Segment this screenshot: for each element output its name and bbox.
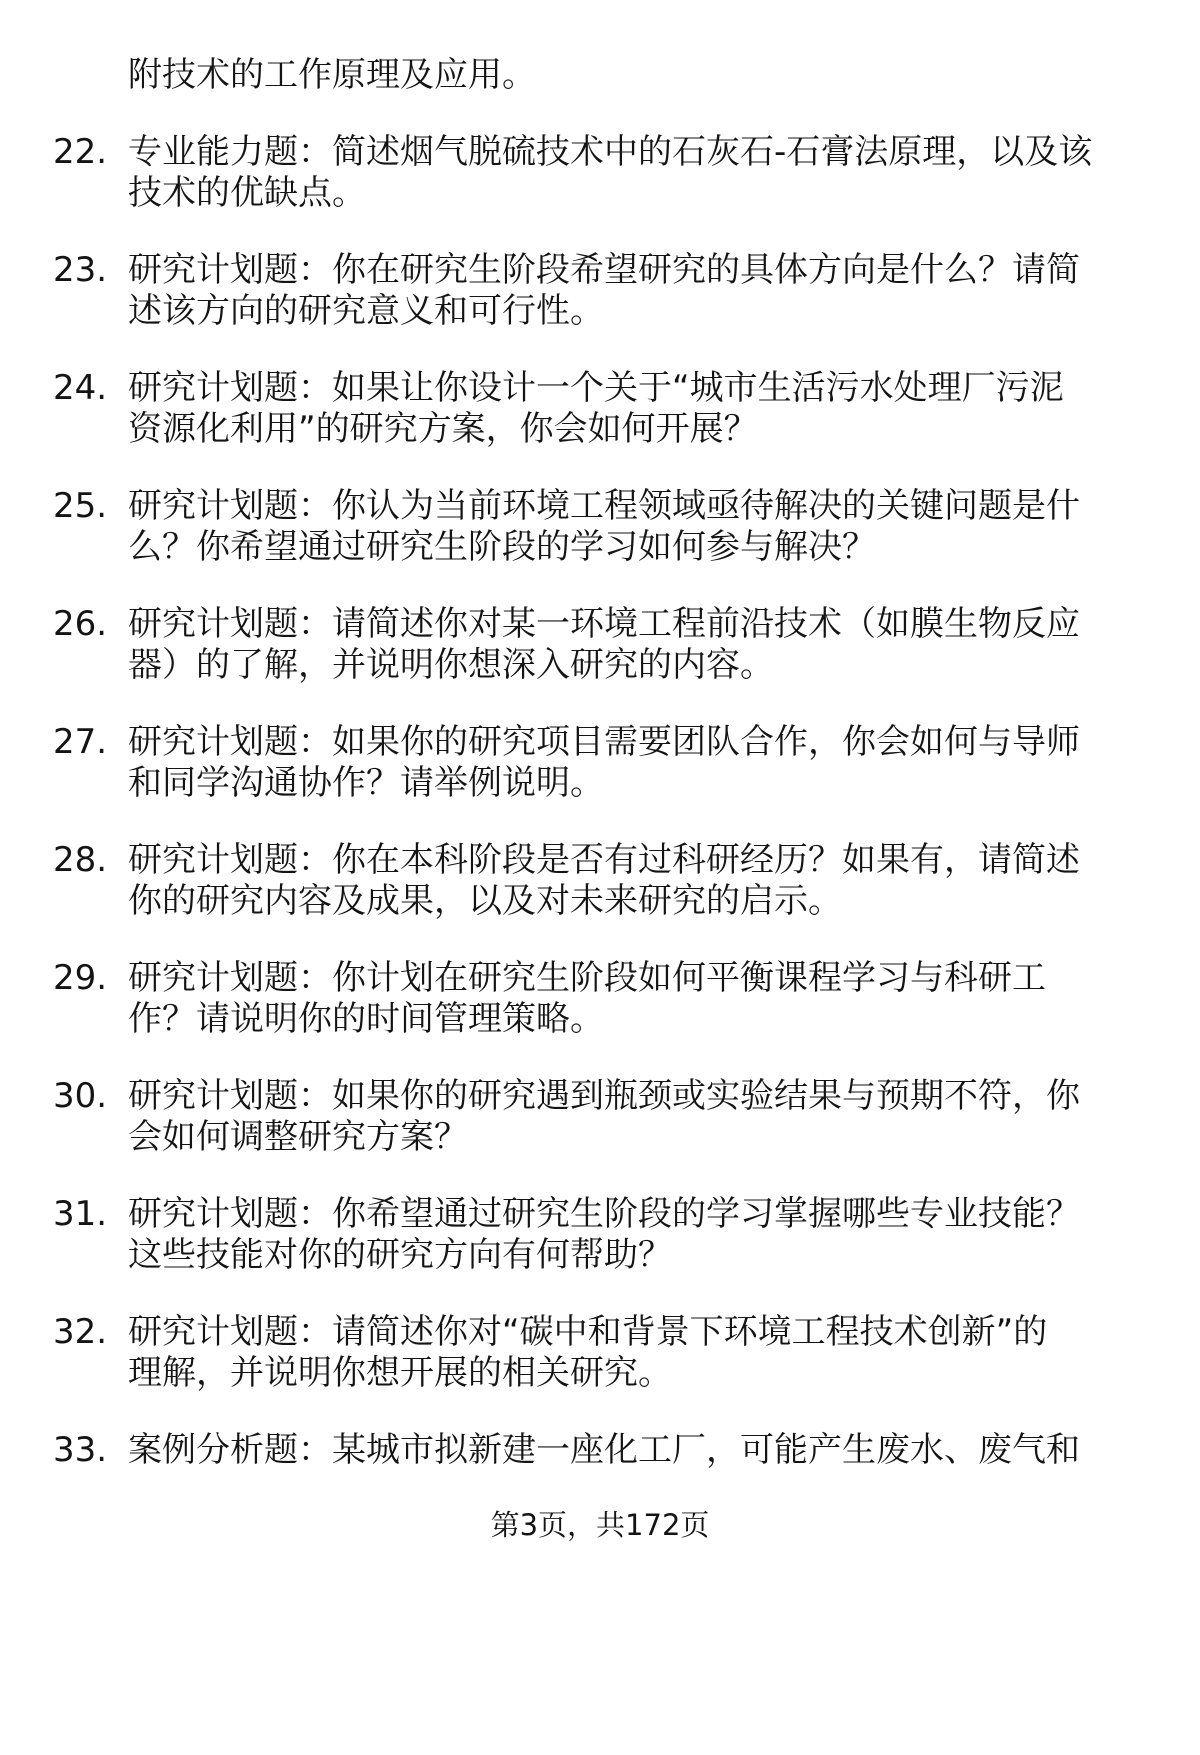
question-item-24 <box>0 368 1200 450</box>
text-line: 你的研究内容及成果，以及对未来研究的启示。 <box>128 881 842 921</box>
text-line: 案例分析题：某城市拟新建一座化工厂，可能产生废水、废气和 <box>128 1430 1080 1470</box>
question-number: 28. <box>53 840 108 880</box>
text-line: 和同学沟通协作？请举例说明。 <box>128 763 604 803</box>
text-line: 专业能力题：简述烟气脱硫技术中的石灰石-石膏法原理，以及该 <box>128 132 1093 172</box>
question-number: 22. <box>53 132 108 172</box>
text-line: 附技术的工作原理及应用。 <box>128 55 536 95</box>
text-line: 述该方向的研究意义和可行性。 <box>128 291 604 331</box>
text-line: 理解，并说明你想开展的相关研究。 <box>128 1353 672 1393</box>
question-item-30 <box>0 1076 1200 1158</box>
text-line: 研究计划题：如果让你设计一个关于“城市生活污水处理厂污泥 <box>128 368 1064 408</box>
question-item-31 <box>0 1194 1200 1276</box>
question-number: 30. <box>53 1076 108 1116</box>
question-number: 32. <box>53 1312 108 1352</box>
text-line: 研究计划题：请简述你对某一环境工程前沿技术（如膜生物反应 <box>128 604 1080 644</box>
text-line: 研究计划题：你计划在研究生阶段如何平衡课程学习与科研工 <box>128 958 1046 998</box>
page-number-footer: 第3页，共172页 <box>490 1508 710 1542</box>
question-item-23 <box>0 250 1200 332</box>
text-line: 技术的优缺点。 <box>128 173 366 213</box>
question-number: 31. <box>53 1194 108 1234</box>
question-number: 24. <box>53 368 108 408</box>
text-line: 研究计划题：如果你的研究项目需要团队合作，你会如何与导师 <box>128 722 1080 762</box>
question-number: 27. <box>53 722 108 762</box>
text-line: 会如何调整研究方案？ <box>128 1117 468 1157</box>
question-item-26 <box>0 604 1200 686</box>
question-item-32 <box>0 1312 1200 1394</box>
text-line: 这些技能对你的研究方向有何帮助？ <box>128 1235 672 1275</box>
question-list <box>0 55 1200 1471</box>
text-line: 研究计划题：你在本科阶段是否有过科研经历？如果有，请简述 <box>128 840 1080 880</box>
text-line: 作？请说明你的时间管理策略。 <box>128 999 604 1039</box>
text-line: 研究计划题：你在研究生阶段希望研究的具体方向是什么？请简 <box>128 250 1080 290</box>
question-item-25 <box>0 486 1200 568</box>
question-number: 33. <box>53 1430 108 1470</box>
question-number: 23. <box>53 250 108 290</box>
continued-question-text <box>0 55 1200 96</box>
text-line: 么？你希望通过研究生阶段的学习如何参与解决？ <box>128 527 876 567</box>
question-number: 26. <box>53 604 108 644</box>
question-item-27 <box>0 722 1200 804</box>
question-number: 29. <box>53 958 108 998</box>
text-line: 资源化利用”的研究方案，你会如何开展？ <box>128 409 758 449</box>
question-item-33 <box>0 1430 1200 1471</box>
text-line: 研究计划题：你认为当前环境工程领域亟待解决的关键问题是什 <box>128 486 1080 526</box>
text-line: 研究计划题：请简述你对“碳中和背景下环境工程技术创新”的 <box>128 1312 1048 1352</box>
text-line: 器）的了解，并说明你想深入研究的内容。 <box>128 645 774 685</box>
question-item-29 <box>0 958 1200 1040</box>
question-item-22 <box>0 132 1200 214</box>
text-line: 研究计划题：你希望通过研究生阶段的学习掌握哪些专业技能？ <box>128 1194 1080 1234</box>
question-number: 25. <box>53 486 108 526</box>
text-line: 研究计划题：如果你的研究遇到瓶颈或实验结果与预期不符，你 <box>128 1076 1080 1116</box>
question-item-28 <box>0 840 1200 922</box>
